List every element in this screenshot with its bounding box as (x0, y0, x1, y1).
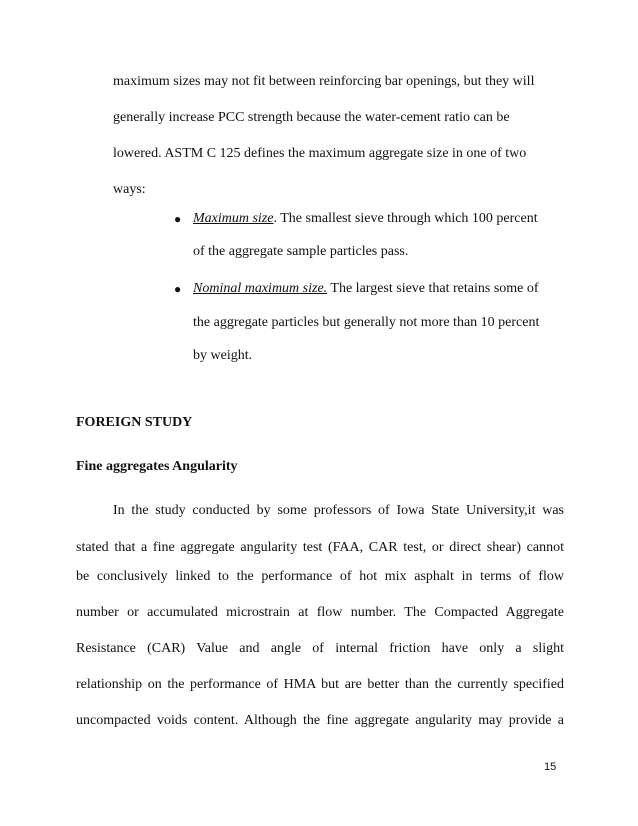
page-number: 15 (544, 761, 557, 773)
bullet-1-line-1 (193, 210, 538, 228)
paragraph-line-5: Resistance (CAR) Value and angle of internal friction have only a slight (76, 641, 564, 656)
bullet-2-text: The largest sieve that retains some of (327, 281, 539, 296)
bullet-2-dot: ● (174, 282, 182, 296)
bullet-1-line-2: of the aggregate sample particles pass. (193, 244, 409, 259)
sub-heading: Fine aggregates Angularity (76, 459, 238, 474)
paragraph-line-4: number or accumulated microstrain at flow number. The Compacted Aggregate (76, 605, 564, 620)
intro-line-3: lowered. ASTM C 125 defines the maximum aggregate size in one of two (113, 146, 527, 161)
intro-line-1: maximum sizes may not fit between reinforcing bar openings, but they will (113, 74, 535, 89)
paragraph-line-7: uncompacted voids content. Although the fine aggregate angularity may provide a (76, 713, 564, 728)
intro-line-2: generally increase PCC strength because the water-cement ratio can be (113, 110, 510, 125)
paragraph-line-3: be conclusively linked to the performance of hot mix asphalt in terms of flow (76, 569, 564, 584)
bullet-2-line-1 (193, 280, 539, 298)
bullet-1-dot: ● (174, 212, 182, 226)
bullet-2-line-2: the aggregate particles but generally not more than 10 percent (193, 315, 540, 330)
section-heading: FOREIGN STUDY (76, 415, 193, 430)
bullet-2-line-3: by weight. (193, 348, 253, 363)
paragraph-line-2: stated that a fine aggregate angularity test (FAA, CAR test, or direct shear) cannot (76, 540, 564, 555)
paragraph-line-1: In the study conducted by some professors of Iowa State University,it was (113, 503, 564, 518)
bullet-2-term: Nominal maximum size. (193, 281, 328, 296)
bullet-1-term: Maximum size (193, 211, 274, 226)
bullet-1-text: . The smallest sieve through which 100 percent (273, 211, 538, 226)
paragraph-line-6: relationship on the performance of HMA but are better than the currently specified (76, 677, 564, 692)
intro-line-4: ways: (113, 182, 146, 197)
